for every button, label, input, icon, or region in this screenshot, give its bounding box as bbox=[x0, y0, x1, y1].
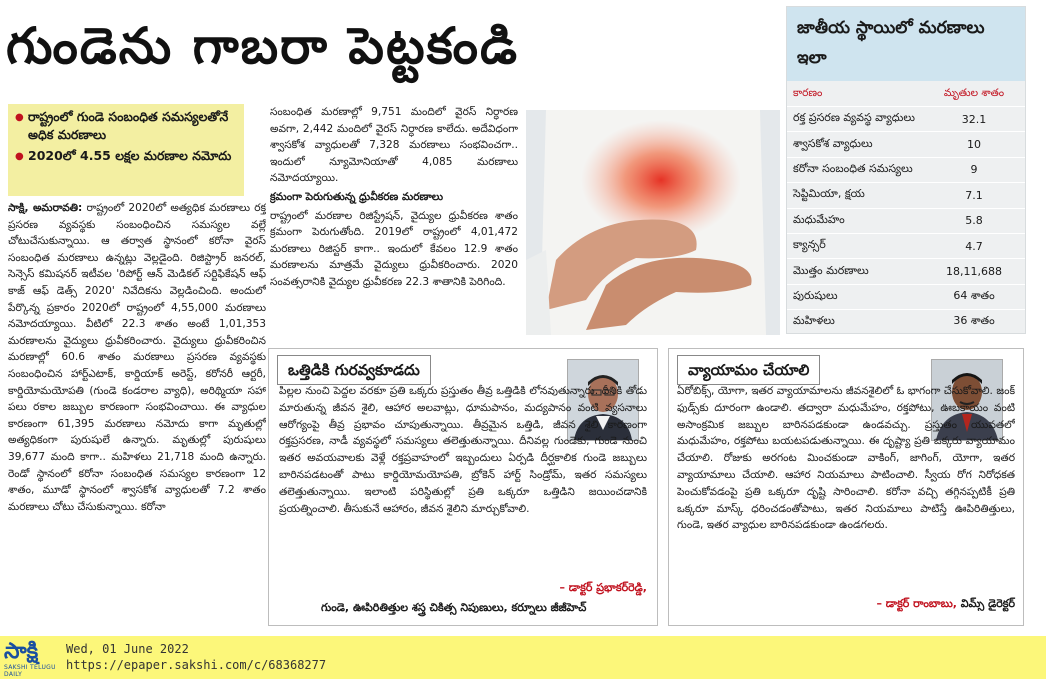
table-row bbox=[787, 259, 1025, 284]
sakshi-logo bbox=[4, 640, 58, 676]
article-paragraph: రాష్ట్రంలో 2020లో అత్యధిక మరణాలు రక్త ప్రసరణ వ్యవస్థకు సంబంధించిన సమస్యల వల్లే చోటుచేసుకున్నాయి. ఆ తర్వాత స్థానంలో కరోనా వైరస్ సంబంధిత మరణాలు ఉన్నట్లు వెల్లడైంది. రిజిస్ట్రార్ జనరల్, సెన్సెస్ కమిషనర్ ఇటీవల 'రిపోర్ట్ ఆన్ మెడికల్ సర్టిఫికేషన్ ఆఫ్ కాజ్ ఆఫ్ డెత్స్ 2020' నివేదికను వెల్లడించింది. అందులో పేర్కొన్న ప్రకారం 2020లో రాష్ట్రంలో 4,55,000 మరణాలు నమోదయ్యాయి. వీటిలో 22.3 శాతం అంటే 1,01,353 మరణాలను వైద్యులు ధ్రువీకరించారు. వైద్యులు ధ్రువీకరించిన మరణాల్లో 60.6 శాతం మరణాలు ప్రసరణ వ్యవస్థకు సంబంధించిన హార్ట్‌ఎటాక్, కార్డియాక్ అరెస్ట్, కరోనరీ ఆర్టరీ, కార్డియోమయోపతి (గుండె కండరాల వ్యాధి), అరిథ్మియా సహా పలు రకాల జబ్బుల కారణంగా సంభవించాయి. ఈ వ్యాధుల కారణంగా 61,395 మరణాలు నమోదు కాగా మృతుల్లో అత్యధికంగా పురుషులే ఉన్నారు. మృతుల్లో పురుషులు 39,677 మంది కాగా.. మహిళలు 21,718 మంది ఉన్నారు. రెండో స్థానంలో కరోనా సంబంధిత సమస్యల కారణంగా 12 శాతం, మూడో స్థానంలో శ్వాసకోశ వ్యాధులతో 7.2 శాతం మరణాలు చోటు చేసుకున్నాయి. కరోనా bbox=[8, 202, 266, 513]
cause-cell: శ్వాసకోశ వ్యాధులు bbox=[787, 132, 923, 157]
table-row bbox=[787, 132, 1025, 157]
author-name: – డాక్టర్ రాంబాబు, bbox=[876, 597, 957, 610]
expert-box-stress bbox=[268, 348, 658, 626]
table-row bbox=[787, 157, 1025, 182]
table-row bbox=[787, 284, 1025, 309]
cause-cell: రక్త ప్రసరణ వ్యవస్థ వ్యాధులు bbox=[787, 107, 923, 132]
table-row bbox=[787, 233, 1025, 258]
national-deaths-panel bbox=[786, 6, 1026, 334]
logo-text: సాక్షి bbox=[4, 639, 39, 664]
author-byline bbox=[876, 597, 1015, 613]
highlight-item: ● రాష్ట్రంలో గుండె సంబంధిత సమస్యలతోనే అధిక మరణాలు bbox=[28, 108, 238, 144]
article-paragraph: సంబంధిత మరణాల్లో 9,751 మందిలో వైరస్ నిర్ధారణ అవగా, 2,442 మందిలో వైరస్ నిర్ధారణ కాలేదు. అదేవిధంగా శ్వాసకోశ వ్యాధులతో 7,328 మరణాలు సంభవించగా.. ఇందులో న్యూమోనియాతో 4,085 మరణాలు నమోదయ్యాయి. bbox=[270, 106, 518, 185]
box-text: ఏరోబిక్స్, యోగా, ఇతర వ్యాయామాలను జీవనశైలిలో ఓ భాగంగా చేసుకోవాలి. జంక్ ఫుడ్స్‌కు దూరంగా ఉండాలి. తద్వారా మధుమేహం, రక్తపోటు, ఊబకాయం వంటి అసాంక్రమిక జబ్బుల బారినపడకుండా ఉండవచ్చు. ప్రస్తుతం యువతలో మధుమేహం, రక్తపోటు బయటపడుతున్నాయి. ఈ దృష్ట్యా ప్రతి ఒక్కరు వ్యాయామం చేయాలి. రోజుకు అరగంట మించకుండా వాకింగ్, జాగింగ్, యోగా, ఇతర వ్యాయామాలు చేయాలి. ఆహార నియమాలు పాటించాలి. స్వీయ రోగ నిరోధకత పెంచుకోవడంపై ప్రతి ఒక్కరూ దృష్టి సారించాలి. కరోనా వచ్చి తగ్గినప్పటికీ ప్రతి ఒక్కరూ మాస్క్ ధరించడంతోపాటు, ఇతర నియమాలు పాటిస్తే ఊపిరితిత్తులు, గుండె, ఇతర వ్యాధుల బారినపడకుండా ఉండగలరు. bbox=[677, 385, 1015, 532]
value-cell: 32.1 bbox=[923, 107, 1025, 132]
value-cell: 4.7 bbox=[923, 233, 1025, 258]
box-title: ఒత్తిడికి గురవ్వకూడదు bbox=[277, 355, 431, 385]
value-cell: 18,11,688 bbox=[923, 259, 1025, 284]
value-cell: 9 bbox=[923, 157, 1025, 182]
value-cell: 7.1 bbox=[923, 183, 1025, 208]
cause-cell: మహిళలు bbox=[787, 310, 923, 335]
expert-box-exercise bbox=[668, 348, 1024, 626]
cause-cell: మొత్తం మరణాలు bbox=[787, 259, 923, 284]
cause-cell: సెప్టిమియా, క్షయ bbox=[787, 183, 923, 208]
chest-pain-photo bbox=[526, 110, 780, 335]
cause-cell: మధుమేహం bbox=[787, 208, 923, 233]
value-cell: 5.8 bbox=[923, 208, 1025, 233]
table-row bbox=[787, 107, 1025, 132]
cause-cell: క్యాన్సర్ bbox=[787, 233, 923, 258]
panel-title: జాతీయ స్థాయిలో మరణాలు ఇలా bbox=[787, 7, 1025, 81]
author-designation: విమ్స్ డైరెక్టర్ bbox=[960, 597, 1015, 610]
article-column-1 bbox=[8, 200, 266, 634]
deaths-table bbox=[787, 81, 1025, 335]
author-designation: గుండె, ఊపిరితిత్తుల శస్త్ర చికిత్స నిపుణులు, కర్నూలు జీజీహెచ్ bbox=[321, 601, 587, 614]
article-paragraph: రాష్ట్రంలో మరణాల రిజిస్ట్రేషన్, వైద్యుల ధ్రువీకరణ శాతం క్రమంగా పెరుగుతోంది. 2019లో రాష్ట్రంలో 4,01,472 మరణాలు రిజిస్టర్ కాగా.. ఇందులో కేవలం 12.9 శాతం మరణాలను మాత్రమే వైద్యులు ధ్రువీకరించారు. 2020 సంవత్సరానికి వైద్యుల ధ్రువీకరణ 22.3 శాతానికి పెరిగింది. bbox=[270, 209, 518, 288]
author-name: – డాక్టర్ ప్రభాకర్‌రెడ్డి, bbox=[559, 581, 647, 594]
value-cell: 64 శాతం bbox=[923, 284, 1025, 309]
headline: గుండెను గాబరా పెట్టకండి bbox=[6, 17, 520, 75]
subheading: క్రమంగా పెరుగుతున్న ధ్రువీకరణ మరణాలు bbox=[270, 190, 443, 203]
dateline: సాక్షి, అమరావతి: bbox=[8, 202, 83, 214]
value-cell: 36 శాతం bbox=[923, 310, 1025, 335]
column-header: కారణం bbox=[793, 87, 823, 99]
highlights-box bbox=[8, 104, 244, 196]
value-cell: 10 bbox=[923, 132, 1025, 157]
table-row bbox=[787, 183, 1025, 208]
epaper-link[interactable]: https://epaper.sakshi.com/c/68368277 bbox=[66, 658, 327, 672]
article-column-2 bbox=[270, 104, 518, 334]
box-text: పిల్లల నుంచి పెద్దల వరకూ ప్రతి ఒక్కరు ప్రస్తుతం తీవ్ర ఒత్తిడికి లోనవుతున్నారు. దీనికి తోడు మారుతున్న జీవన శైలి, ఆహార అలవాట్లు, ధూమపానం, మద్యపానం వంటి వ్యసనాలు ఆరోగ్యంపై తీవ్ర ప్రభావం చూపుతున్నాయి. తీవ్రమైన ఒత్తిడి, జీవన శైలి కారణంగా రక్తప్రసరణ, నాడీ వ్యవస్థలో సమస్యలు తలెత్తుతున్నాయి. దీనివల్ల గుండెకు, గుండె నుంచి ఇతర అవయవాలకు వెళ్లే రక్తప్రవాహంలో ఇబ్బందులు ఏర్పడి దీర్ఘకాలిక గుండె జబ్బులు బారినపడటంతో పాటు కార్డియోమయోపతి, బ్రోకెన్ హార్ట్ సిండ్రోమ్, ఇతర సమస్యలు తలెత్తుతున్నాయి. ఇలాంటి పరిస్థితుల్లో ప్రతి ఒక్కరూ ఒత్తిడిని జయించడానికి ప్రయత్నించాలి. తీసుకునే ఆహారం, జీవన శైలిని మార్చుకోవాలి. bbox=[279, 385, 647, 515]
cause-cell: పురుషులు bbox=[787, 284, 923, 309]
column-header: మృతుల శాతం bbox=[943, 87, 1005, 99]
cause-cell: కరోనా సంబంధిత సమస్యలు bbox=[787, 157, 923, 182]
table-row bbox=[787, 310, 1025, 335]
footer-bar bbox=[0, 636, 1046, 679]
box-title: వ్యాయామం చేయాలి bbox=[677, 355, 820, 385]
logo-subtext: SAKSHI TELUGU DAILY bbox=[4, 664, 56, 678]
edition-date: Wed, 01 June 2022 bbox=[66, 642, 189, 656]
highlight-item: ● 2020లో 4.55 లక్షల మరణాల నమోదు bbox=[28, 147, 238, 165]
table-row bbox=[787, 208, 1025, 233]
